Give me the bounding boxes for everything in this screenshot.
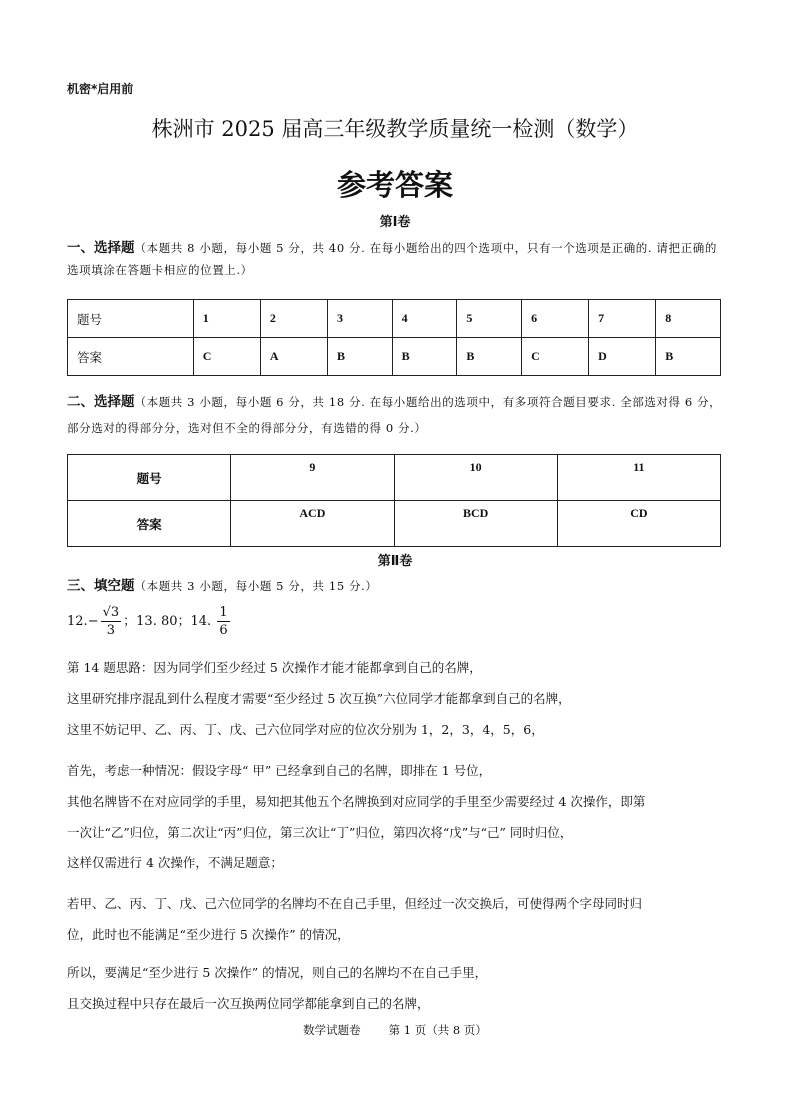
q12-denominator: 3 bbox=[106, 623, 116, 638]
table-row-question-numbers bbox=[68, 300, 721, 338]
explanation-line: 一次让“乙”归位，第二次让“丙”归位，第三次让“丁”归位，第四次将“戊”与“己” 同时归位， bbox=[67, 825, 573, 840]
explanation-line: 这里不妨记甲、乙、丙、丁、戊、己六位同学对应的位次分别为 1，2，3，4，5，6， bbox=[67, 722, 544, 737]
volume-2-heading: 第Ⅱ卷 bbox=[377, 554, 413, 569]
q13-answer: ；13. 80；14. bbox=[123, 614, 212, 629]
page-footer bbox=[0, 1022, 790, 1038]
explanation-line: 其他名牌皆不在对应同学的手里，易知把其他五个名牌换到对应同学的手里至少需要经过 4 次操作，即第 bbox=[67, 794, 646, 809]
question-number: 6 bbox=[522, 300, 589, 338]
answer-cell: D bbox=[589, 338, 656, 376]
section-2-answer-table bbox=[67, 454, 721, 547]
section-1-description: （本题共 8 小题，每小题 5 分，共 40 分. 在每小题给出的四个选项中，只有一个选项是正确的. 请把正确的选项填涂在答题卡相应的位置上.） bbox=[67, 241, 717, 277]
q14-fraction bbox=[217, 604, 229, 639]
section-2-description: （本题共 3 小题，每小题 6 分，共 18 分. 在每小题给出的选项中，有多项符合题目要求. 全部选对得 6 分，部分选对的得部分分，选对但不全的得部分分，有选错的得 0 分.） bbox=[67, 395, 722, 435]
question-number: 4 bbox=[392, 300, 457, 338]
answer-cell: C bbox=[522, 338, 589, 376]
question-number: 1 bbox=[193, 300, 260, 338]
explanation-line: 位，此时也不能满足“至少进行 5 次操作” 的情况， bbox=[67, 927, 350, 942]
volume-1-heading: 第Ⅰ卷 bbox=[379, 215, 411, 230]
q12-sign: − bbox=[87, 614, 99, 629]
row-label: 题号 bbox=[68, 455, 231, 501]
question-number: 5 bbox=[457, 300, 522, 338]
question-number: 2 bbox=[260, 300, 327, 338]
footer-page-number: 第 1 页（共 8 页） bbox=[388, 1023, 487, 1037]
section-3-heading: 三、填空题 bbox=[67, 578, 135, 594]
answer-cell: B bbox=[457, 338, 522, 376]
answer-cell: B bbox=[392, 338, 457, 376]
q14-numerator: 1 bbox=[219, 605, 228, 620]
question-number: 10 bbox=[394, 455, 557, 501]
explanation-line: 这里研究排序混乱到什么程度才需要“至少经过 5 次互换”六位同学才能都拿到自己的名牌， bbox=[67, 691, 571, 706]
explanation-line: 若甲、乙、丙、丁、戊、己六位同学的名牌均不在自己手里，但经过一次交换后，可使得两个字母同时归 bbox=[67, 896, 643, 911]
question-number: 9 bbox=[231, 455, 394, 501]
table-row-question-numbers bbox=[68, 455, 721, 501]
section-1-intro bbox=[67, 237, 727, 281]
question-number: 3 bbox=[327, 300, 392, 338]
question-number: 7 bbox=[589, 300, 656, 338]
q14-denominator: 6 bbox=[219, 623, 228, 638]
table-row-answers bbox=[68, 338, 721, 376]
section-3-intro bbox=[67, 575, 727, 597]
explanation-line: 第 14 题思路：因为同学们至少经过 5 次操作才能才能都拿到自己的名牌， bbox=[67, 660, 482, 675]
question-number: 8 bbox=[656, 300, 721, 338]
row-label: 题号 bbox=[68, 300, 194, 338]
section-1-heading: 一、选择题 bbox=[67, 240, 135, 256]
answer-cell: B bbox=[327, 338, 392, 376]
confidential-label: 机密*启用前 bbox=[67, 82, 134, 96]
answer-cell: BCD bbox=[394, 501, 557, 547]
document-title: 株洲市 2025 届高三年级教学质量统一检测（数学） bbox=[151, 117, 639, 141]
fill-in-answers bbox=[67, 604, 232, 639]
q12-numerator: √3 bbox=[102, 605, 120, 620]
answer-cell: A bbox=[260, 338, 327, 376]
answer-cell: CD bbox=[557, 501, 720, 547]
explanation-line: 首先，考虑一种情况：假设字母“ 甲” 已经拿到自己的名牌，即排在 1 号位， bbox=[67, 763, 492, 778]
row-label: 答案 bbox=[68, 338, 194, 376]
footer-subject: 数学试题卷 bbox=[303, 1023, 361, 1037]
answer-cell: ACD bbox=[231, 501, 394, 547]
explanation-line: 这样仅需进行 4 次操作，不满足题意； bbox=[67, 855, 283, 870]
row-label: 答案 bbox=[68, 501, 231, 547]
section-2-heading: 二、选择题 bbox=[67, 394, 135, 410]
section-3-description: （本题共 3 小题，每小题 5 分，共 15 分.） bbox=[134, 579, 378, 593]
answer-cell: B bbox=[656, 338, 721, 376]
section-1-answer-table bbox=[67, 299, 721, 376]
table-row-answers bbox=[68, 501, 721, 547]
answer-cell: C bbox=[193, 338, 260, 376]
section-2-intro bbox=[67, 389, 727, 441]
q12-prefix: 12. bbox=[67, 614, 88, 629]
answer-key-title: 参考答案 bbox=[336, 168, 453, 202]
question-number: 11 bbox=[557, 455, 720, 501]
explanation-line: 所以，要满足“至少进行 5 次操作” 的情况，则自己的名牌均不在自己手里， bbox=[67, 965, 488, 980]
explanation-line: 且交换过程中只存在最后一次互换两位同学都能拿到自己的名牌， bbox=[67, 996, 430, 1011]
q12-fraction bbox=[101, 604, 122, 639]
